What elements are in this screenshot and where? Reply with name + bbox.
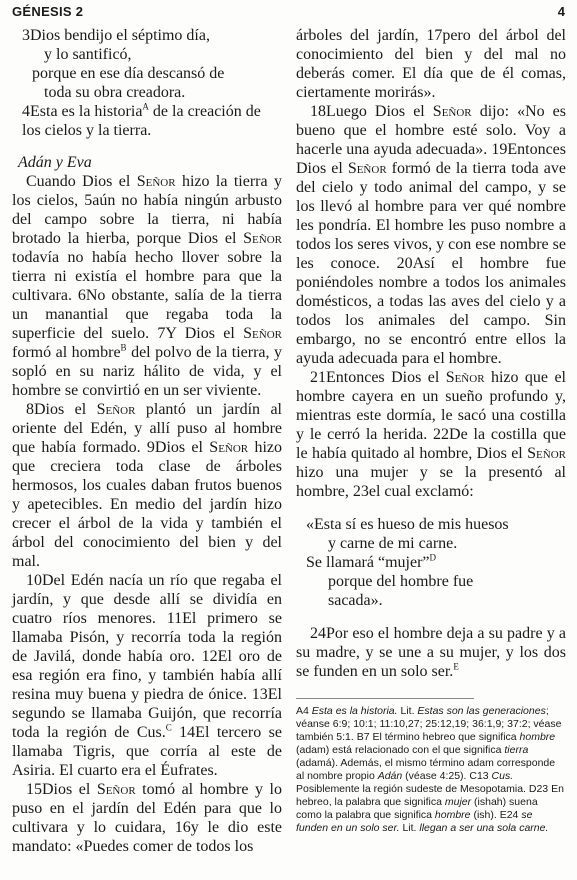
paragraph: Cuando Dios el Señor hizo la tierra y los cielos, 5aún no había ningún arbusto del campo sobre la tierra, ni había brotado la hierba, porque Dios el Señor todavía no había hecho llover sobre la tierra ni existía el hombre para que la cultivara. 6No obstante, salía de la tierra un manantial que regaba toda la superficie del suelo. 7Y Dios el Señor formó al hombre$^B$ del polvo de la tierra, y sopló en su nariz hálito de vida, y el hombre se convirtió en un ser viviente. bbox=[12, 173, 283, 399]
poem-line: y lo santificó, bbox=[44, 46, 132, 63]
left-column bbox=[12, 26, 282, 856]
right-column bbox=[296, 26, 566, 835]
page-number: 4 bbox=[557, 4, 565, 19]
poem-line: 3Dios bendijo el séptimo día, bbox=[22, 27, 210, 44]
verse-4: 4Esta es la historia$^A$ de la creación de los cielos y la tierra. bbox=[22, 101, 261, 139]
poem-line: y carne de mi carne. bbox=[328, 535, 458, 552]
footnote-divider bbox=[296, 698, 474, 699]
poem-line: sacada». bbox=[328, 592, 383, 609]
paragraph: 24Por eso el hombre deja a su padre y a su madre, y se une a su mujer, y los dos se funden en un solo ser.$^E$ bbox=[296, 625, 566, 680]
poem-line: toda su obra creadora. bbox=[44, 84, 186, 101]
poem-verse-23 bbox=[296, 515, 566, 610]
paragraph: 8Dios el Señor plantó un jardín al oriente del Edén, y allí puso al hombre que había formado. 9Dios el Señor hizo que creciera toda clase de árboles hermosos, los cuales daban frutos buenos y apetecibles. En medio del jardín hizo crecer el árbol de la vida y también el árbol del conocimiento del bien y del mal. bbox=[12, 401, 283, 570]
section-heading: Adán y Eva bbox=[18, 154, 92, 171]
footnote-mark: B bbox=[120, 342, 127, 353]
footnote-mark: D bbox=[429, 552, 436, 563]
footnote-mark: C bbox=[165, 722, 172, 733]
paragraph: 15Dios el Señor tomó al hombre y lo puso en el jardín del Edén para que lo cultivara y lo cuidara, 16y le dio este mandato: «Puedes comer de todos los bbox=[12, 781, 282, 855]
poem-line: porque del hombre fue bbox=[328, 573, 474, 590]
paragraph: 18Luego Dios el Señor dijo: «No es bueno que el hombre esté solo. Voy a hacerle una ayuda adecuada». 19Entonces Dios el Señor formó de la tierra toda ave del cielo y todo animal del campo, y se los llevó al hombre para ver qué nombre les pondría. El hombre les puso nombre a todos los seres vivos, y con ese nombre se les conoce. 20Así el hombre fue poniéndoles nombre a todos los animales domésticos, a todas las aves del cielo y a todos los animales del campo. Sin embargo, no se encontró entre ellos la ayuda adecuada para el hombre. bbox=[296, 103, 566, 367]
footnote-mark: E bbox=[453, 661, 459, 672]
footnote-mark: A bbox=[142, 101, 149, 112]
paragraph: 21Entonces Dios el Señor hizo que el hombre cayera en un sueño profundo y, mientras este dormía, le sacó una costilla y le cerró la herida. 22De la costilla que le había quitado al hombre, Dios el Señor hizo una mujer y se la presentó al hombre, 23el cual exclamó: bbox=[296, 369, 566, 500]
poem-line: Se llamará “mujer”$^D$ bbox=[306, 552, 436, 571]
poem-verse-3 bbox=[12, 26, 282, 102]
paragraph: 10Del Edén nacía un río que regaba el jardín, y que desde allí se dividía en cuatro ríos menores. 11El primero se llamaba Pisón, y recorría toda la región de Javilá, donde había oro. 12El oro de esa región era fino, y también había allí resina muy buena y piedra de ónice. 13El segundo se llamaba Guijón, que recorría toda la región de Cus.$^C$ 14El tercero se llamaba Tigris, que corría al este de Asiria. El cuarto era el Éufrates. bbox=[12, 572, 282, 779]
running-header-book: GÉNESIS 2 bbox=[12, 4, 84, 19]
paragraph: árboles del jardín, 17pero del árbol del conocimiento del bien y del mal no deberás comer. El día que de él comas, ciertamente morirás». bbox=[296, 27, 566, 101]
poem-line: porque en ese día descansó de bbox=[32, 65, 225, 82]
footnotes: A4 Esta es la historia. Lit. Estas son las generaciones; véanse 6:9; 10:1; 11:10,27; 25:12,19; 36:1,9; 37:2; véase también 5:1. B7 El término hebreo que significa hombre (adam) está relacionado con el que significa tierra (adamá). Además, el mismo término adam corresponde al nombre propio Adán (véase 4:25). C13 Cus. Posiblemente la región sudeste de Mesopotamia. D23 En hebreo, la palabra que significa mujer (ishah) suena como la palabra que significa hombre (ish). E24 se funden en un solo ser. Lit. llegan a ser una sola carne. bbox=[296, 705, 564, 834]
poem-line: «Esta sí es hueso de mis huesos bbox=[306, 516, 509, 533]
